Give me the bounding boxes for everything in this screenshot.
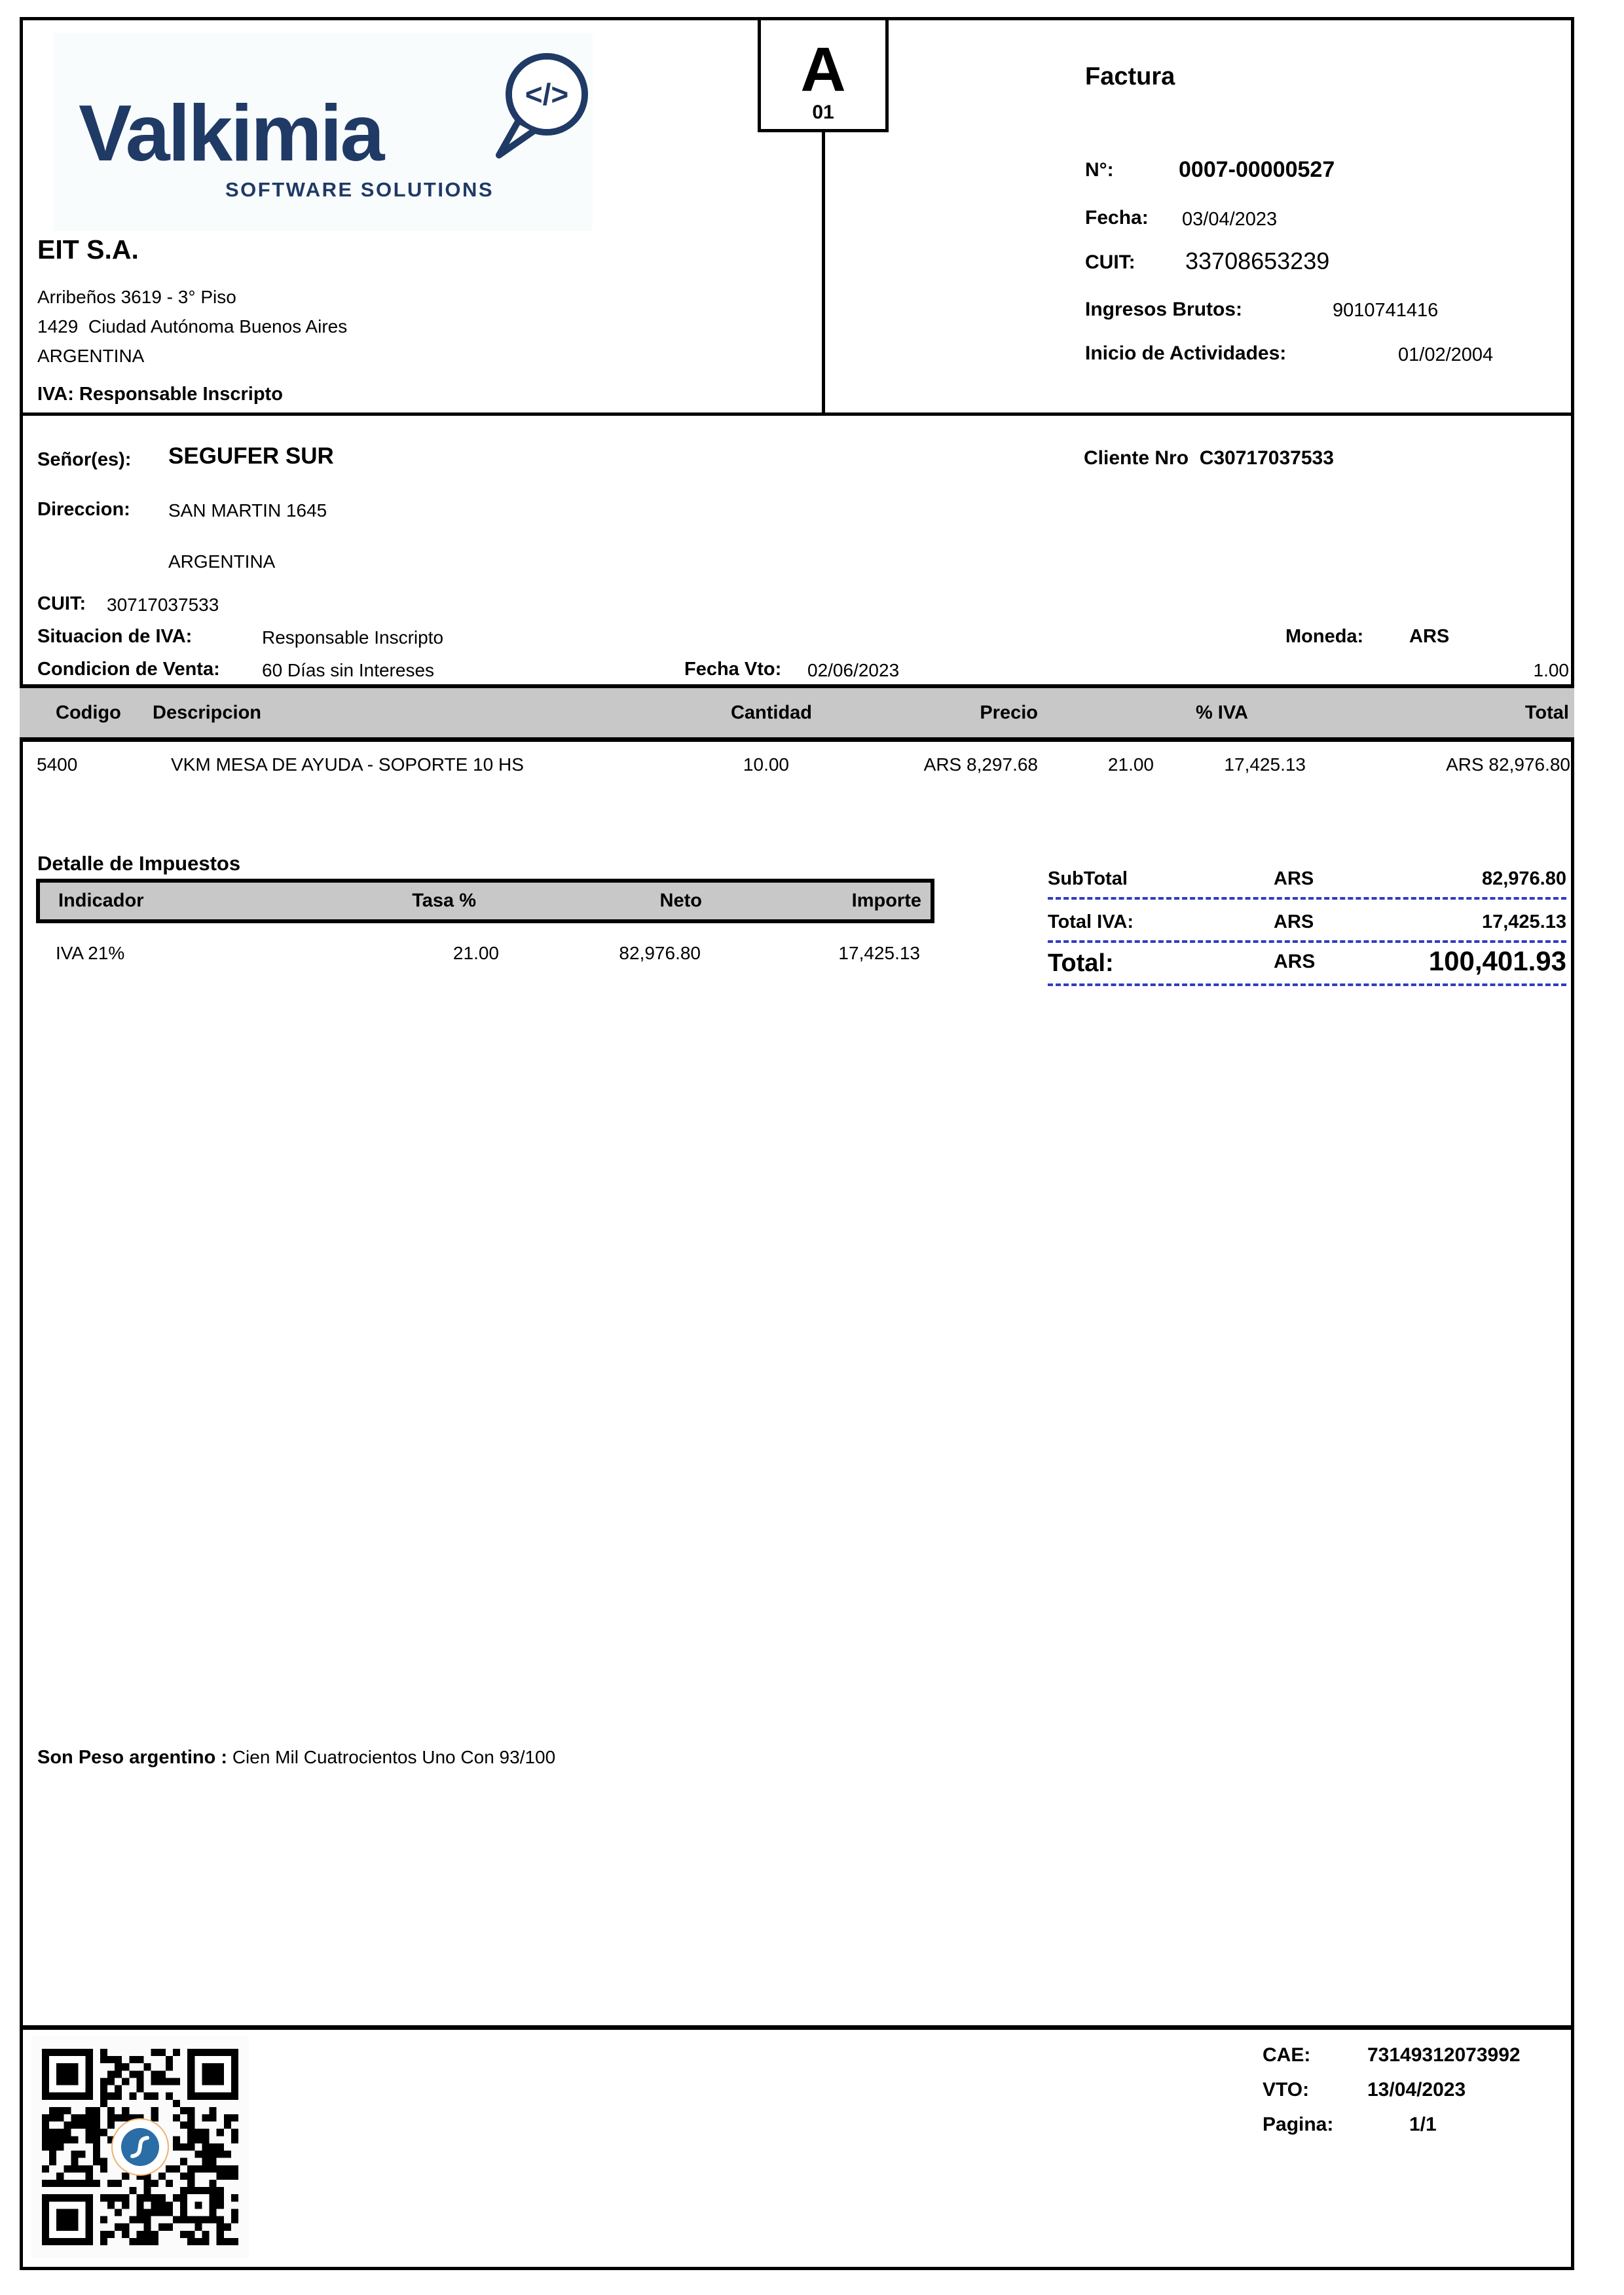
total-iva-value: 17,425.13: [1481, 911, 1566, 932]
item-code: 5400: [37, 754, 78, 775]
page-number-value: 1/1: [1409, 2114, 1437, 2135]
tax-header-amount: Importe: [851, 890, 921, 911]
page-border: [20, 17, 1574, 2270]
svg-text:</>: </>: [525, 77, 569, 111]
customer-address: SAN MARTIN 1645: [168, 500, 327, 521]
total-currency: ARS: [1274, 951, 1316, 972]
customer-cuit-label: CUIT:: [37, 593, 86, 614]
item-iva-rate: 21.00: [1107, 754, 1154, 775]
total-value: 100,401.93: [1428, 946, 1566, 976]
total-label: Total:: [1048, 949, 1114, 977]
customer-iva: Responsable Inscripto: [262, 627, 444, 648]
activity-start-label: Inicio de Actividades:: [1085, 342, 1287, 364]
due-date: 02/06/2023: [807, 660, 900, 680]
invoice-date-label: Fecha:: [1085, 207, 1149, 229]
exchange-rate: 1.00: [1533, 660, 1569, 680]
invoice-date: 03/04/2023: [1182, 209, 1278, 230]
header-vertical-divider: [822, 131, 825, 416]
seller-address-line1: Arribeños 3619 - 3° Piso: [37, 287, 236, 307]
items-header-iva: % IVA: [1195, 702, 1249, 723]
brand-tagline: SOFTWARE SOLUTIONS: [225, 178, 494, 201]
footer-separator: [20, 2025, 1574, 2030]
seller-address-line2: 1429 Ciudad Autónoma Buenos Aires: [37, 316, 348, 337]
items-header-qty: Cantidad: [730, 702, 812, 723]
tax-header-rate: Tasa %: [412, 890, 476, 911]
subtotal-label: SubTotal: [1048, 868, 1128, 889]
sale-condition: 60 Días sin Intereses: [262, 660, 435, 680]
total-iva-currency: ARS: [1274, 911, 1314, 932]
client-number: Cliente Nro C30717037533: [1084, 447, 1334, 469]
item-qty: 10.00: [743, 754, 789, 775]
items-header-code: Codigo: [56, 702, 121, 723]
customer-cuit: 30717037533: [107, 595, 219, 615]
tax-amount: 17,425.13: [838, 943, 920, 963]
invoice-number: 0007-00000527: [1179, 157, 1335, 182]
customer-name: SEGUFER SUR: [168, 443, 334, 469]
sale-condition-label: Condicion de Venta:: [37, 659, 220, 680]
customer-country: ARGENTINA: [168, 551, 276, 572]
customer-name-label: Señor(es):: [37, 449, 132, 470]
items-header-description: Descripcion: [153, 702, 261, 723]
qr-center-logo: [113, 2120, 168, 2175]
tax-header-net: Neto: [659, 890, 702, 911]
currency-value: ARS: [1409, 626, 1450, 647]
tax-detail-title: Detalle de Impuestos: [37, 852, 241, 875]
item-description: VKM MESA DE AYUDA - SOPORTE 10 HS: [171, 754, 524, 775]
invoice-title: Factura: [1085, 63, 1175, 90]
items-header-total: Total: [1524, 702, 1569, 723]
subtotal-currency: ARS: [1274, 868, 1314, 889]
tax-table-header: [36, 879, 934, 923]
amount-in-words-text: Cien Mil Cuatrocientos Uno Con 93/100: [232, 1747, 556, 1767]
tax-rate: 21.00: [452, 943, 499, 963]
header-separator: [20, 413, 1574, 416]
cae-value: 73149312073992: [1367, 2044, 1521, 2066]
seller-company: EIT S.A.: [37, 234, 139, 265]
customer-iva-label: Situacion de IVA:: [37, 626, 193, 647]
total-iva-label: Total IVA:: [1048, 911, 1134, 932]
code-speech-bubble-icon: [458, 47, 609, 162]
customer-address-label: Direccion:: [37, 499, 130, 520]
invoice-letter: A: [800, 35, 846, 105]
qr-code: [31, 2036, 249, 2258]
item-price: ARS 8,297.68: [923, 754, 1038, 775]
invoice-letter-code: 01: [812, 101, 834, 123]
due-date-label: Fecha Vto:: [684, 659, 782, 680]
invoice-cuit-label: CUIT:: [1085, 251, 1135, 273]
invoice-number-label: N°:: [1085, 159, 1114, 181]
subtotal-rule: [1048, 897, 1566, 900]
tax-header-indicator: Indicador: [58, 890, 144, 911]
items-table-header: [20, 684, 1574, 742]
vto-value: 13/04/2023: [1367, 2079, 1466, 2101]
tax-indicator: IVA 21%: [56, 943, 125, 963]
page-number-label: Pagina:: [1263, 2114, 1334, 2135]
total-iva-rule: [1048, 940, 1566, 943]
vto-label: VTO:: [1263, 2079, 1310, 2101]
subtotal-value: 82,976.80: [1481, 868, 1566, 889]
cae-label: CAE:: [1263, 2044, 1311, 2066]
tax-net: 82,976.80: [619, 943, 701, 963]
gross-income-label: Ingresos Brutos:: [1085, 299, 1243, 320]
item-iva-amount: 17,425.13: [1224, 754, 1306, 775]
total-rule: [1048, 983, 1566, 986]
items-header-price: Precio: [980, 702, 1038, 723]
amount-in-words-label: Son Peso argentino :: [37, 1747, 228, 1768]
logo-area: [54, 33, 593, 231]
gross-income: 9010741416: [1333, 300, 1439, 321]
currency-label: Moneda:: [1285, 626, 1364, 647]
brand-name: Valkimia: [79, 88, 383, 177]
invoice-letter-box: [758, 17, 889, 132]
activity-start: 01/02/2004: [1398, 344, 1494, 365]
item-total: ARS 82,976.80: [1446, 754, 1570, 775]
invoice-cuit: 33708653239: [1185, 248, 1330, 274]
seller-address-line3: ARGENTINA: [37, 346, 145, 366]
amount-in-words: [37, 1747, 555, 1769]
seller-iva-condition: IVA: Responsable Inscripto: [37, 384, 283, 405]
